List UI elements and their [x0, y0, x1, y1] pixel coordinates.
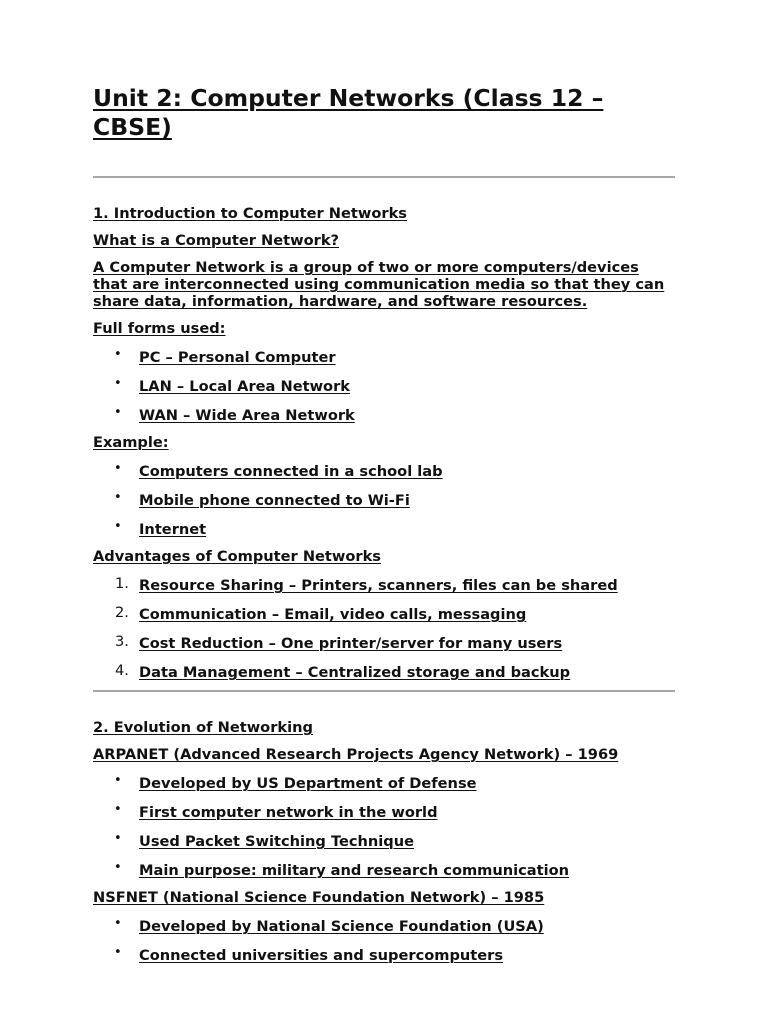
bullet-icon: •	[114, 945, 122, 960]
examples-list	[93, 461, 675, 538]
list-item: • Used Packet Switching Technique	[114, 831, 415, 850]
bullet-icon: •	[114, 519, 122, 534]
list-item: • Main purpose: military and research communication	[114, 860, 570, 879]
advantages-list	[93, 575, 675, 681]
list-number: 1.	[115, 575, 129, 592]
full-forms-label: Full forms used:	[93, 320, 226, 337]
list-number: 2.	[115, 604, 129, 621]
list-item: 4. Data Management – Centralized storage and backup	[115, 662, 571, 681]
bullet-icon: •	[114, 347, 122, 362]
nsfnet-label: NSFNET (National Science Foundation Network) – 1985	[93, 889, 545, 906]
bullet-icon: •	[114, 461, 122, 476]
bullet-icon: •	[114, 376, 122, 391]
list-item: • PC – Personal Computer	[114, 347, 336, 366]
bullet-icon: •	[114, 802, 122, 817]
section-1-heading: 1. Introduction to Computer Networks	[93, 205, 407, 222]
bullet-icon: •	[114, 405, 122, 420]
bullet-icon: •	[114, 916, 122, 931]
bullet-icon: •	[114, 860, 122, 875]
arpanet-list	[93, 773, 675, 879]
bullet-icon: •	[114, 773, 122, 788]
example-label: Example:	[93, 434, 169, 451]
list-item: • Connected universities and supercomputers	[114, 945, 504, 964]
list-item: • Mobile phone connected to Wi-Fi	[114, 490, 410, 509]
list-number: 3.	[115, 633, 129, 650]
list-item: • Developed by National Science Foundation (USA)	[114, 916, 544, 935]
page-title: Unit 2: Computer Networks (Class 12 – CBSE)	[93, 84, 604, 141]
nsfnet-list	[93, 916, 675, 964]
list-item: • LAN – Local Area Network	[114, 376, 350, 395]
advantages-label: Advantages of Computer Networks	[93, 548, 381, 565]
horizontal-divider	[93, 690, 675, 692]
bullet-icon: •	[114, 831, 122, 846]
list-number: 4.	[115, 662, 129, 679]
list-item: • Computers connected in a school lab	[114, 461, 443, 480]
list-item: • First computer network in the world	[114, 802, 438, 821]
list-item: • Developed by US Department of Defense	[114, 773, 477, 792]
definition-paragraph: A Computer Network is a group of two or more computers/devices that are interconnected using communication media so that they can share data, information, hardware, and software resources.	[93, 259, 665, 310]
document-page	[93, 84, 675, 964]
list-item: • WAN – Wide Area Network	[114, 405, 355, 424]
list-item: 3. Cost Reduction – One printer/server for many users	[115, 633, 563, 652]
list-item: • Internet	[114, 519, 207, 538]
horizontal-divider	[93, 176, 675, 178]
section-2-heading: 2. Evolution of Networking	[93, 719, 313, 736]
question-heading: What is a Computer Network?	[93, 232, 339, 249]
arpanet-label: ARPANET (Advanced Research Projects Agency Network) – 1969	[93, 746, 619, 763]
full-forms-list	[93, 347, 675, 424]
list-item: 1. Resource Sharing – Printers, scanners, files can be shared	[115, 575, 618, 594]
list-item: 2. Communication – Email, video calls, messaging	[115, 604, 527, 623]
bullet-icon: •	[114, 490, 122, 505]
